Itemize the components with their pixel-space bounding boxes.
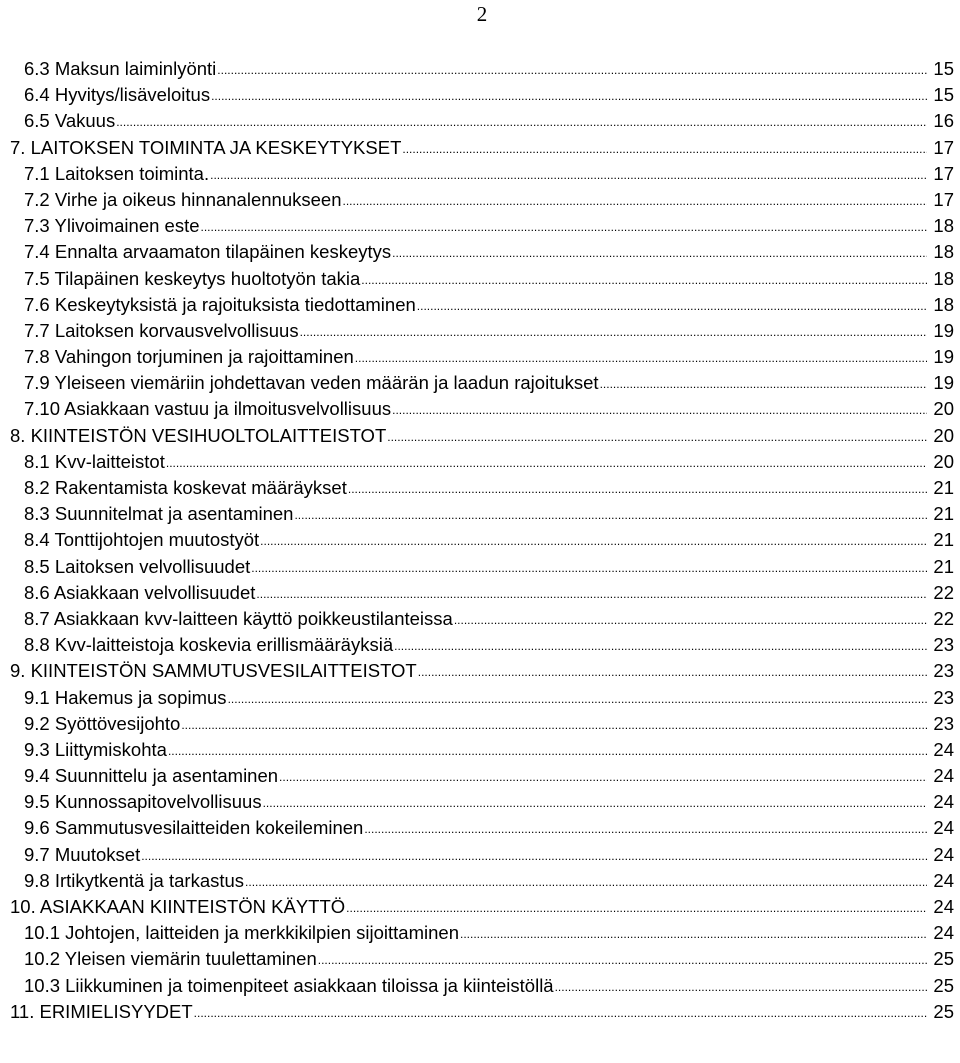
- toc-dot-leader: [361, 265, 927, 293]
- toc-entry[interactable]: [10, 632, 954, 658]
- toc-entry[interactable]: [10, 187, 954, 213]
- toc-entry-page-number: 22: [933, 607, 954, 629]
- table-of-contents: [10, 56, 954, 1025]
- toc-dot-leader: [294, 500, 927, 528]
- toc-entry-page-number: 25: [933, 948, 954, 970]
- toc-dot-leader: [355, 343, 927, 371]
- toc-entry[interactable]: [10, 920, 954, 946]
- toc-dot-leader: [116, 107, 927, 135]
- toc-dot-leader: [394, 631, 927, 659]
- toc-dot-leader: [454, 605, 927, 633]
- toc-entry-title: 9.4 Suunnittelu ja asentaminen: [24, 765, 279, 787]
- toc-entry[interactable]: [10, 737, 954, 763]
- toc-entry-page-number: 24: [933, 791, 954, 813]
- toc-entry-title: 7. LAITOKSEN TOIMINTA JA KESKEYTYKSET: [10, 136, 402, 158]
- toc-entry-page-number: 15: [933, 84, 954, 106]
- toc-dot-leader: [260, 526, 927, 554]
- toc-entry-title: 8.6 Asiakkaan velvollisuudet: [24, 581, 256, 603]
- toc-entry-title: 8.4 Tonttijohtojen muutostyöt: [24, 529, 260, 551]
- toc-entry-page-number: 23: [933, 634, 954, 656]
- toc-entry-title: 8.3 Suunnitelmat ja asentaminen: [24, 503, 294, 525]
- toc-entry[interactable]: [10, 580, 954, 606]
- toc-entry-page-number: 23: [933, 660, 954, 682]
- toc-dot-leader: [279, 762, 927, 790]
- toc-entry-page-number: 21: [933, 529, 954, 551]
- toc-entry-title: 8.2 Rakentamista koskevat määräykset: [24, 477, 347, 498]
- toc-dot-leader: [181, 710, 927, 738]
- toc-dot-leader: [166, 448, 927, 476]
- toc-entry-page-number: 24: [933, 843, 954, 865]
- toc-dot-leader: [402, 134, 927, 162]
- toc-dot-leader: [210, 160, 927, 188]
- toc-entry[interactable]: [10, 292, 954, 318]
- toc-entry[interactable]: [10, 973, 954, 999]
- toc-entry[interactable]: [10, 763, 954, 789]
- toc-entry-page-number: 20: [933, 398, 954, 420]
- toc-entry-page-number: 18: [933, 215, 954, 237]
- toc-dot-leader: [168, 736, 927, 764]
- page-number: 2: [476, 2, 488, 26]
- toc-entry[interactable]: [10, 606, 954, 632]
- toc-entry-title: 9. KIINTEISTÖN SAMMUTUSVESILAITTEISTOT: [10, 660, 417, 682]
- toc-entry-page-number: 21: [933, 503, 954, 525]
- toc-dot-leader: [418, 657, 927, 685]
- toc-entry-page-number: 21: [933, 555, 954, 577]
- toc-entry-page-number: 18: [933, 267, 954, 289]
- toc-entry-page-number: 17: [933, 162, 954, 184]
- toc-dot-leader: [141, 841, 927, 869]
- toc-dot-leader: [228, 684, 927, 712]
- toc-entry-page-number: 20: [933, 424, 954, 446]
- toc-entry[interactable]: [10, 475, 954, 501]
- toc-dot-leader: [211, 81, 927, 109]
- toc-entry[interactable]: [10, 423, 954, 449]
- toc-entry-title: 7.6 Keskeytyksistä ja rajoituksista tiedottaminen: [24, 293, 416, 315]
- toc-entry-title: 7.9 Yleiseen viemäriin johdettavan veden määrän ja laadun rajoitukset: [24, 372, 599, 394]
- toc-entry-page-number: 18: [933, 241, 954, 263]
- toc-entry-title: 7.8 Vahingon torjuminen ja rajoittaminen: [24, 346, 354, 368]
- toc-dot-leader: [346, 893, 927, 921]
- toc-entry-page-number: 25: [933, 1000, 954, 1022]
- toc-entry[interactable]: [10, 711, 954, 737]
- toc-entry-title: 9.7 Muutokset: [24, 843, 141, 865]
- toc-dot-leader: [392, 238, 927, 266]
- toc-entry-title: 9.1 Hakemus ja sopimus: [24, 686, 227, 708]
- toc-entry-page-number: 16: [933, 110, 954, 132]
- toc-dot-leader: [263, 788, 927, 816]
- toc-entry-page-number: 24: [933, 869, 954, 891]
- toc-dot-leader: [387, 422, 927, 450]
- toc-entry-title: 10.3 Liikkuminen ja toimenpiteet asiakkaan tiloissa ja kiinteistöllä: [24, 974, 554, 996]
- toc-entry[interactable]: [10, 946, 954, 972]
- toc-entry-page-number: 19: [933, 346, 954, 368]
- toc-entry[interactable]: [10, 789, 954, 815]
- toc-entry-title: 9.6 Sammutusvesilaitteiden kokeileminen: [24, 817, 364, 839]
- toc-entry-page-number: 24: [933, 922, 954, 944]
- toc-entry-page-number: 25: [933, 974, 954, 996]
- toc-entry-title: 9.8 Irtikytkentä ja tarkastus: [24, 869, 245, 891]
- toc-entry-title: 8. KIINTEISTÖN VESIHUOLTOLAITTEISTOT: [10, 424, 387, 446]
- toc-entry-page-number: 18: [933, 293, 954, 315]
- toc-entry-title: 8.5 Laitoksen velvollisuudet: [24, 555, 251, 577]
- toc-entry[interactable]: [10, 213, 954, 239]
- toc-entry-title: 9.3 Liittymiskohta: [24, 738, 167, 760]
- toc-entry[interactable]: [10, 868, 954, 894]
- toc-dot-leader: [251, 553, 927, 581]
- toc-entry[interactable]: [10, 108, 954, 134]
- toc-entry[interactable]: [10, 266, 954, 292]
- toc-entry-page-number: 22: [933, 581, 954, 603]
- toc-entry-title: 7.7 Laitoksen korvausvelvollisuus: [24, 319, 299, 341]
- toc-entry-page-number: 17: [933, 188, 954, 210]
- toc-dot-leader: [348, 474, 927, 502]
- toc-entry-page-number: 17: [933, 136, 954, 158]
- toc-entry[interactable]: [10, 815, 954, 841]
- toc-entry-title: 6.5 Vakuus: [24, 110, 116, 132]
- toc-dot-leader: [460, 919, 927, 947]
- toc-entry[interactable]: [10, 161, 954, 187]
- toc-entry-title: 8.1 Kvv-laitteistot: [24, 450, 165, 472]
- toc-entry[interactable]: [10, 344, 954, 370]
- toc-entry[interactable]: [10, 370, 954, 396]
- toc-dot-leader: [201, 212, 927, 240]
- toc-entry[interactable]: [10, 685, 954, 711]
- toc-entry-title: 9.5 Kunnossapitovelvollisuus: [24, 791, 262, 813]
- toc-entry-title: 10.1 Johtojen, laitteiden ja merkkikilpien sijoittaminen: [24, 922, 459, 944]
- toc-entry[interactable]: [10, 135, 954, 161]
- toc-dot-leader: [245, 867, 927, 895]
- toc-dot-leader: [256, 579, 927, 607]
- toc-entry-page-number: 24: [933, 738, 954, 760]
- toc-entry[interactable]: [10, 842, 954, 868]
- toc-entry-title: 11. ERIMIELISYYDET: [10, 1000, 193, 1022]
- toc-entry-title: 6.3 Maksun laiminlyönti: [24, 58, 217, 79]
- toc-entry-title: 7.2 Virhe ja oikeus hinnanalennukseen: [24, 188, 342, 210]
- toc-entry-page-number: 23: [933, 712, 954, 734]
- toc-entry-title: 7.5 Tilapäinen keskeytys huoltotyön takia: [24, 267, 361, 289]
- toc-entry-title: 9.2 Syöttövesijohto: [24, 712, 181, 734]
- toc-entry-page-number: 24: [933, 765, 954, 787]
- toc-entry-title: 7.10 Asiakkaan vastuu ja ilmoitusvelvollisuus: [24, 398, 392, 420]
- toc-entry[interactable]: [10, 554, 954, 580]
- toc-entry-title: 7.3 Ylivoimainen este: [24, 215, 200, 237]
- toc-entry[interactable]: [10, 56, 954, 82]
- toc-entry-title: 10.2 Yleisen viemärin tuulettaminen: [24, 948, 317, 970]
- toc-entry[interactable]: [10, 999, 954, 1025]
- toc-entry-title: 8.8 Kvv-laitteistoja koskevia erillismääräyksiä: [24, 634, 394, 656]
- toc-entry-page-number: 21: [933, 477, 954, 498]
- toc-entry[interactable]: [10, 318, 954, 344]
- toc-dot-leader: [600, 369, 927, 397]
- toc-entry[interactable]: [10, 396, 954, 422]
- toc-dot-leader: [342, 186, 927, 214]
- toc-dot-leader: [194, 998, 927, 1026]
- toc-entry-page-number: 19: [933, 319, 954, 341]
- toc-entry-page-number: 23: [933, 686, 954, 708]
- toc-entry[interactable]: [10, 501, 954, 527]
- toc-entry-title: 7.1 Laitoksen toiminta.: [24, 162, 210, 184]
- toc-dot-leader: [300, 317, 927, 345]
- toc-dot-leader: [318, 945, 927, 973]
- toc-entry-page-number: 24: [933, 896, 954, 917]
- toc-entry-title: 6.4 Hyvitys/lisäveloitus: [24, 84, 211, 106]
- toc-entry-title: 8.7 Asiakkaan kvv-laitteen käyttö poikkeustilanteissa: [24, 607, 453, 629]
- toc-entry[interactable]: [10, 82, 954, 108]
- toc-entry-page-number: 24: [933, 817, 954, 839]
- toc-entry[interactable]: [10, 658, 954, 684]
- toc-entry-page-number: 15: [933, 58, 954, 79]
- toc-entry[interactable]: [10, 894, 954, 920]
- toc-entry-page-number: 19: [933, 372, 954, 394]
- toc-dot-leader: [217, 55, 927, 83]
- toc-dot-leader: [364, 814, 927, 842]
- toc-entry-page-number: 20: [933, 450, 954, 472]
- toc-entry-title: 7.4 Ennalta arvaamaton tilapäinen keskeytys: [24, 241, 392, 263]
- toc-dot-leader: [392, 395, 927, 423]
- toc-entry[interactable]: [10, 449, 954, 475]
- toc-entry[interactable]: [10, 527, 954, 553]
- toc-dot-leader: [555, 972, 927, 1000]
- toc-dot-leader: [417, 291, 927, 319]
- toc-entry[interactable]: [10, 239, 954, 265]
- toc-entry-title: 10. ASIAKKAAN KIINTEISTÖN KÄYTTÖ: [10, 896, 346, 917]
